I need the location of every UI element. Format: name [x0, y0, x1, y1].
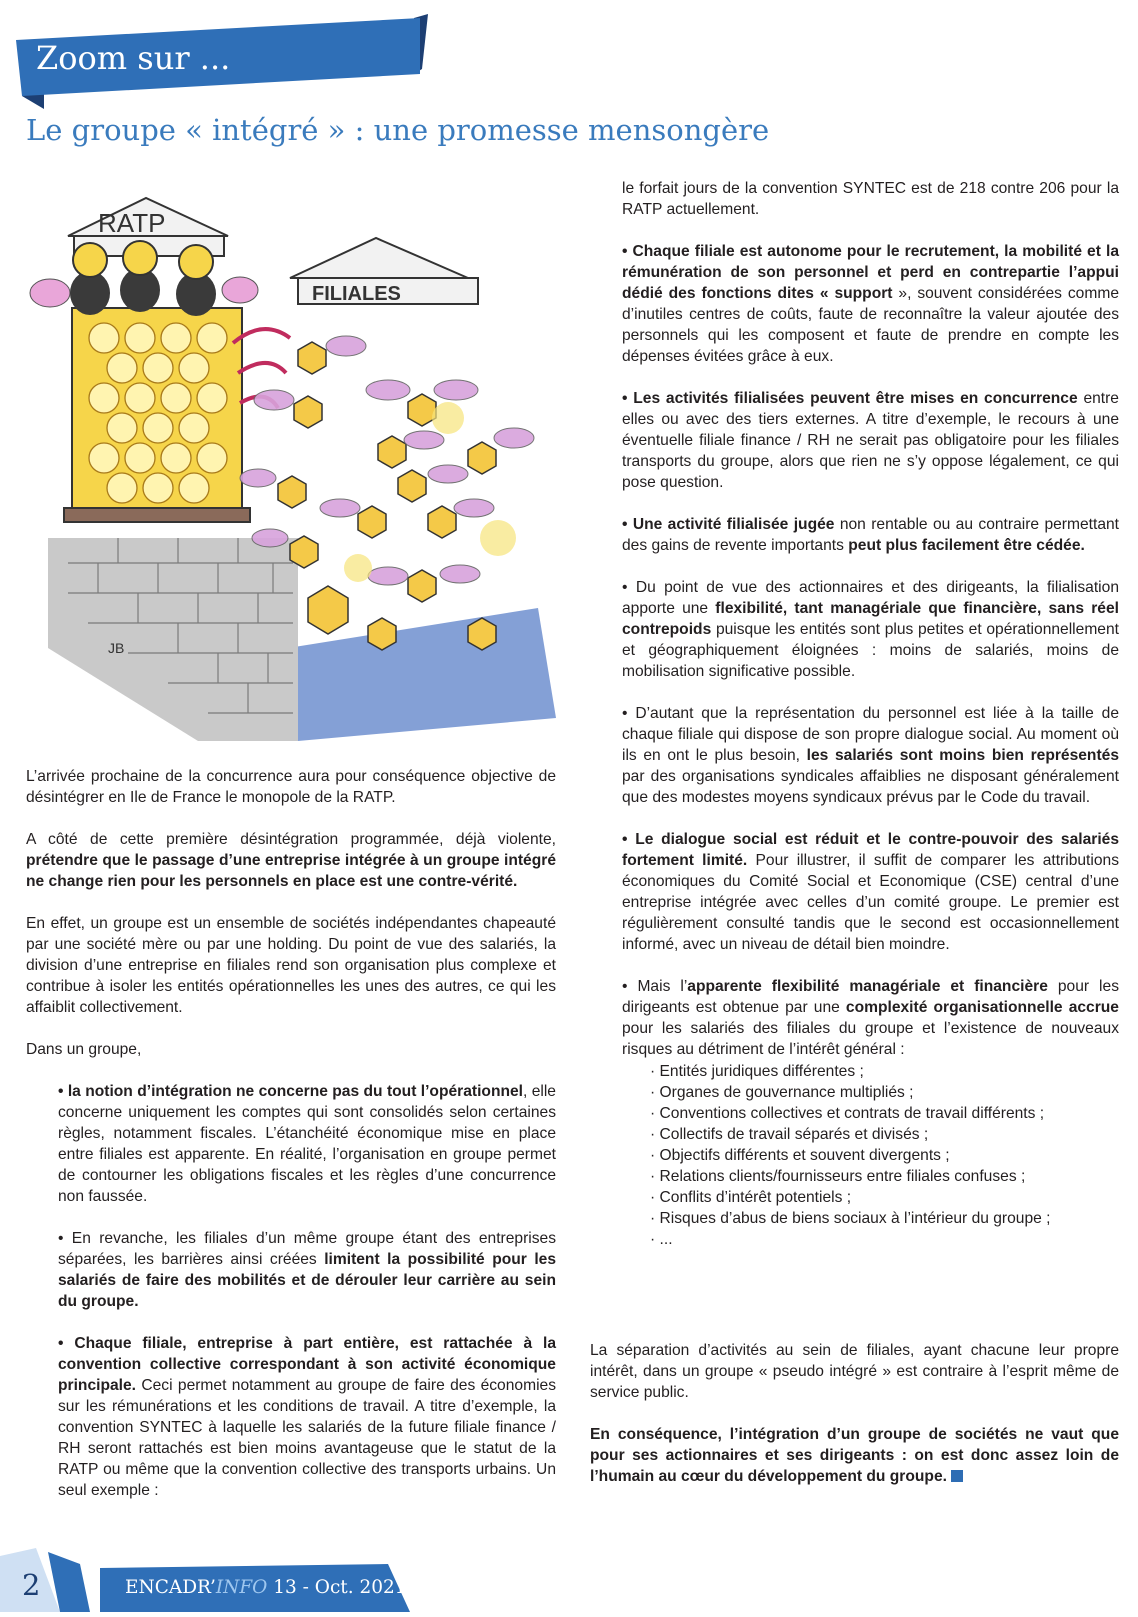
page-number: 2	[22, 1568, 41, 1602]
section-banner	[14, 14, 444, 109]
sign-filiales: FILIALES	[312, 283, 401, 305]
bullet-autonomie: • Chaque filiale est autonome pour le recrutement, la mobilité et la rémunération de son personnel et perd en contrepartie l’appui dédié des fonctions dites « support », souvent considérées comme d’inutiles centres de coûts, faute de reconnaître la valeur ajoutée des personnels qui les composent et faute de prendre en compte les dépenses évitées grâce à eux.	[622, 243, 1120, 365]
list-item: · Organes de gouvernance multipliés ;	[650, 1084, 914, 1101]
bullet-complexite: • Mais l’apparente flexibilité managériale et financière pour les dirigeants est obtenue par une complexité organisationnelle accrue pour les salariés des filiales du groupe et l’existence de nouveaux risques au détriment de l’intérêt général :	[622, 978, 1119, 1058]
bullet-convention: • Chaque filiale, entreprise à part entière, est rattachée à la convention collective correspondant à son activité économique principale. Ceci permet notamment au groupe de faire des économies sur les rémunérations et les conditions de travail. A titre d’exemple, la convention SYNTEC à laquelle les salariés de la future filiale finance / RH seront rattachés est bien moins avantageuse que le statut de la RATP ou même que la convention collective des transports urbains. Un seul exemple :	[58, 1335, 556, 1499]
list-item: · Conflits d’intérêt potentiels ;	[650, 1189, 852, 1206]
bullet-cession: • Une activité filialisée jugée non rentable ou au contraire permettant des gains de revente importants peut plus facilement être cédée.	[622, 516, 1119, 554]
list-item: · Conventions collectives et contrats de travail différents ;	[650, 1105, 1045, 1122]
publication-info: ENCADR’INFO 13 - Oct. 2021	[125, 1577, 407, 1598]
article-headline: Le groupe « intégré » : une promesse mensongère	[26, 113, 770, 147]
end-square-icon	[951, 1470, 963, 1482]
list-item: · Entités juridiques différentes ;	[650, 1063, 864, 1080]
risks-list	[622, 1061, 1119, 1250]
paragraph-conclusion: En conséquence, l’intégration d’un groupe de sociétés ne vaut que pour ses actionnaires et ses dirigeants : on est donc assez loin de l’humain au cœur du développement du groupe.	[590, 1426, 1119, 1485]
paragraph-intro: L’arrivée prochaine de la concurrence aura pour conséquence objective de désintégrer en Ile de France le monopole de la RATP.	[26, 768, 556, 806]
list-item: · ...	[650, 1231, 673, 1248]
article-conclusion	[590, 1340, 1119, 1508]
list-item: · Objectifs différents et souvent divergents ;	[650, 1147, 950, 1164]
bullet-integration: • la notion d’intégration ne concerne pas du tout l’opérationnel, elle concerne uniquement les comptes qui sont consolidés selon certaines règles, notamment fiscales. L’étanchéité économique mise en place entre filiales est apparente. En réalité, l’organisation en groupe permet de contourner les obligations fiscales et les règles d’une concurrence non faussée.	[58, 1083, 556, 1205]
paragraph-contre-verite: A côté de cette première désintégration programmée, déjà violente, prétendre que le passage d’une entreprise intégrée à un groupe intégré ne change rien pour les personnels en place est une contre-vérité.	[26, 831, 556, 890]
paragraph-dans-un-groupe: Dans un groupe,	[26, 1041, 142, 1058]
paragraph-forfait-jours: le forfait jours de la convention SYNTEC est de 218 contre 206 pour la RATP actuellement.	[622, 180, 1119, 218]
bullet-representation: • D’autant que la représentation du personnel est liée à la taille de chaque filiale qui dispose de son propre dialogue social. Au moment où ils en ont le plus besoin, les salariés sont moins bien représentés par des organisations syndicales affaiblies ne disposant généralement que des modestes moyens syndicaux prévus par le Code du travail.	[622, 705, 1119, 806]
paragraph-definition-groupe: En effet, un groupe est un ensemble de sociétés indépendantes chapeauté par une société mère ou par une holding. Du point de vue des salariés, la division d’une entreprise en filiales rend son organisation plus complexe et contribue à isoler les entités opérationnelles les unes des autres, ce qui les affaiblit collectivement.	[26, 915, 556, 1016]
banner-label: Zoom sur ...	[36, 39, 231, 77]
list-item: · Relations clients/fournisseurs entre filiales confuses ;	[650, 1168, 1026, 1185]
bullet-mobilites: • En revanche, les filiales d’un même groupe étant des entreprises séparées, les barrières ainsi créées limitent la possibilité pour les salariés de faire des mobilités et de dérouler leur carrière au sein du groupe.	[58, 1230, 556, 1310]
cartoon-illustration	[28, 178, 556, 741]
bullet-concurrence: • Les activités filialisées peuvent être mises en concurrence entre elles ou avec des tiers externes. A titre d’exemple, le recours à une éventuelle filiale finance / RH ne serait pas obligatoire pour les filiales transports du groupe, alors que rien ne s’y oppose légalement, ce qui pose question.	[622, 390, 1119, 491]
bullet-flexibilite: • Du point de vue des actionnaires et des dirigeants, la filialisation apporte une flexibilité, tant managériale que financière, sans réel contrepoids puisque les entités sont plus petites et opérationnellement et géographiquement éloignées : moins de salariés, moins de mobilisation significative possible.	[622, 579, 1119, 680]
list-item: · Collectifs de travail séparés et divisés ;	[650, 1126, 929, 1143]
article-column-right	[622, 178, 1119, 1271]
paragraph-separation: La séparation d’activités au sein de filiales, ayant chacune leur propre intérêt, dans un groupe « pseudo intégré » est contraire à l’esprit même de service public.	[590, 1342, 1119, 1401]
article-column-left	[26, 766, 556, 1522]
list-item: · Risques d’abus de biens sociaux à l’intérieur du groupe ;	[650, 1210, 1051, 1227]
sign-ratp: RATP	[98, 208, 166, 238]
artist-signature: JB	[108, 640, 125, 656]
bullet-dialogue-social: • Le dialogue social est réduit et le contre-pouvoir des salariés fortement limité. Pour illustrer, il suffit de comparer les attributions économiques du Comité Social et Economique (CSE) central d’une entreprise intégrée avec celles d’un comité groupe. Le premier est régulièrement consulté tandis que le second est occasionnellement informé, avec un niveau de détail bien moindre.	[622, 831, 1119, 953]
